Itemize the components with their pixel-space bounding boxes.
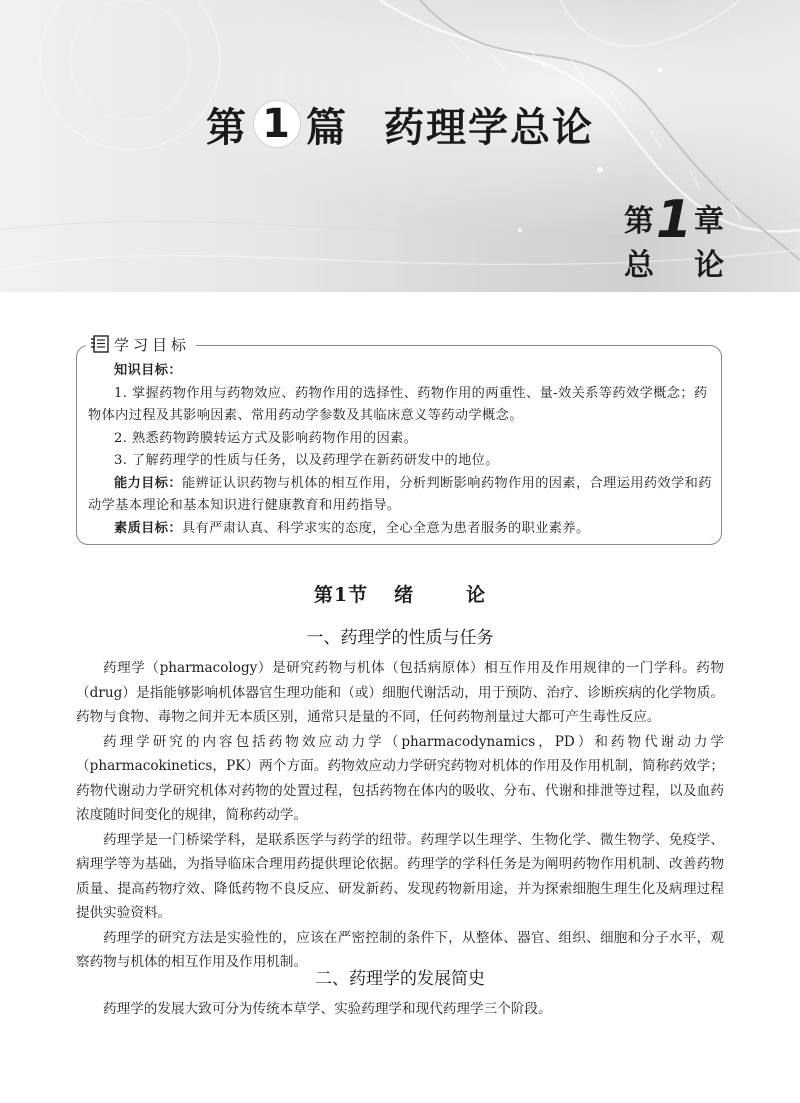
section-name-b: 论 <box>466 584 487 606</box>
chapter-prefix: 第 <box>623 204 654 239</box>
paragraph: 药理学（pharmacology）是研究药物与机体（包括病原体）相互作用及作用规律的一门学科。药物（drug）是指能够影响机体器官生理功能和（或）细胞代谢活动，用于预防、治疗、诊断疾病的化学物质。药物与食物、毒物之间并无本质区别，通常只是量的不同，任何药物剂量过大都可产生毒性反应。 <box>76 660 724 725</box>
section-title <box>0 580 800 607</box>
learning-goals-heading <box>86 333 196 355</box>
chapter-number-digit: 1 <box>655 190 692 250</box>
section-prefix: 第1节 <box>313 584 369 606</box>
knowledge-goal-label: 知识目标： <box>114 363 182 378</box>
part-title <box>0 96 800 153</box>
part-number-badge: 1 <box>254 101 300 147</box>
chapter-banner <box>0 0 800 292</box>
knowledge-goal-item: 2. 熟悉药物跨膜转运方式及影响药物作用的因素。 <box>114 430 418 446</box>
knowledge-goal-item: 3. 了解药理学的性质与任务，以及药理学在新药研发中的地位。 <box>114 453 499 468</box>
learning-goals-content <box>88 360 714 540</box>
chapter-name: 总论 <box>624 248 764 283</box>
knowledge-goal-item: 1. 掌握药物作用与药物效应、药物作用的选择性、药物作用的两重性、量-效关系等药效学概念；药物体内过程及其影响因素、常用药动学参数及其临床意义等药动学概念。 <box>88 385 708 423</box>
part-suffix: 篇 <box>306 105 348 151</box>
paragraph: 药理学是一门桥梁学科，是联系医学与药学的纽带。药理学以生理学、生物化学、微生物学、免疫学、病理学等为基础，为指导临床合理用药提供理论依据。药理学的学科任务是为阐明药物作用机制、改善药物质量、提高药物疗效、降低药物不良反应、研发新药、发现药物新用途，并为探索细胞生理生化及病理过程提供实验资料。 <box>76 831 724 921</box>
paragraph: 药理学研究的内容包括药物效应动力学（pharmacodynamics，PD）和药物代谢动力学（pharmacokinetics，PK）两个方面。药物效应动力学研究药物对机体的作用及作用机制，简称药效学；药物代谢动力学研究机体对药物的处置过程，包括药物在体内的吸收、分布、代谢和排泄等过程，以及血药浓度随时间变化的规律，简称药动学。 <box>76 733 724 823</box>
notebook-icon <box>90 335 110 353</box>
ability-goal-label: 能力目标： <box>114 475 182 491</box>
chapter-suffix: 章 <box>694 204 724 239</box>
section-name-a: 绪 <box>394 584 415 606</box>
quality-goal-text: 具有严肃认真、科学求实的态度，全心全意为患者服务的职业素养。 <box>181 520 590 536</box>
ability-goal-text: 能辨证认识药物与机体的相互作用，分析判断影响药物作用的因素，合理运用药效学和药动学基本理论和基本知识进行健康教育和用药指导。 <box>88 475 712 513</box>
subsection-title-1: 一、药理学的性质与任务 <box>306 628 494 648</box>
subsection-body-2 <box>76 997 724 1022</box>
learning-goals-title: 学习目标 <box>114 335 191 354</box>
paragraph: 药理学的发展大致可分为传统本草学、实验药理学和现代药理学三个阶段。 <box>103 1001 552 1017</box>
subsection-body-1 <box>76 656 724 975</box>
part-name: 药理学总论 <box>384 105 594 151</box>
paragraph: 药理学的研究方法是实验性的，应该在严密控制的条件下，从整体、器官、组织、细胞和分子水平，观察药物与机体的相互作用及作用机制。 <box>76 929 724 970</box>
subsection-title-2: 二、药理学的发展简史 <box>315 969 485 989</box>
quality-goal-label: 素质目标： <box>114 520 182 536</box>
part-prefix: 第 <box>206 105 248 151</box>
